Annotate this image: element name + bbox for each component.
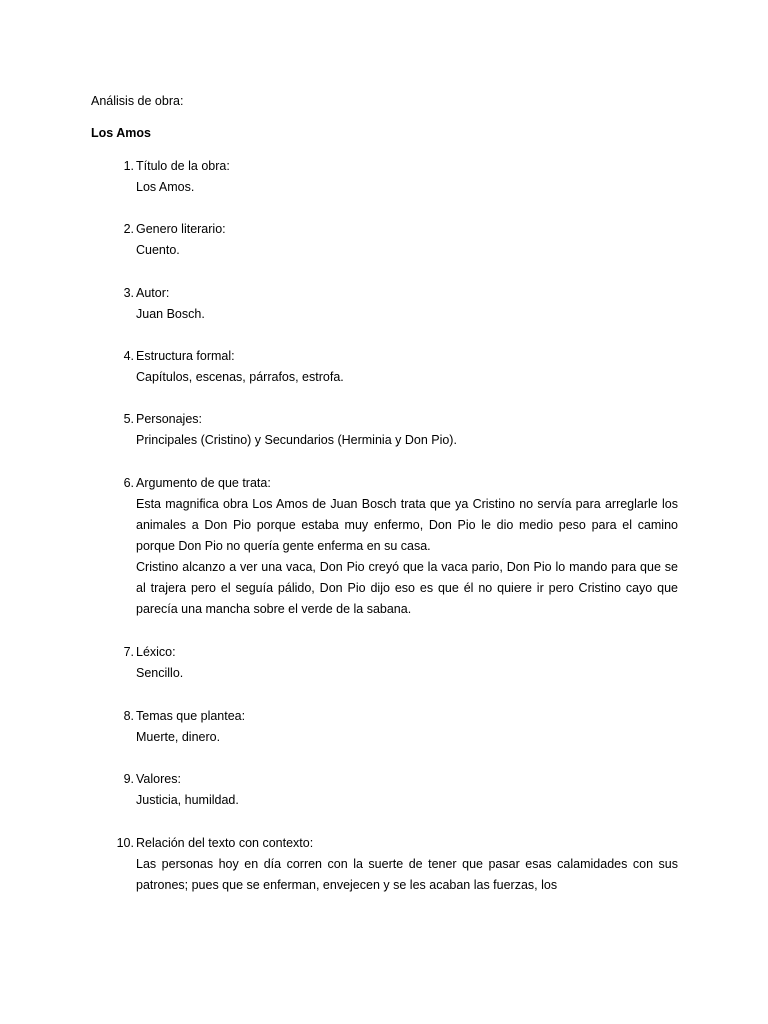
list-item-text: Capítulos, escenas, párrafos, estrofa. [136, 370, 344, 384]
list-item-text: Juan Bosch. [136, 307, 205, 321]
list-item-number: 9. [123, 772, 134, 786]
list-item-label: Argumento de que trata: [136, 476, 271, 490]
document-heading: Análisis de obra: [91, 94, 184, 108]
list-item-text: Los Amos. [136, 180, 195, 194]
list-item-number: 8. [123, 709, 134, 723]
list-item-label: Genero literario: [136, 222, 226, 236]
list-item-number: 4. [123, 349, 134, 363]
list-item-text: Cristino alcanzo a ver una vaca, Don Pio creyó que la vaca pario, Don Pio lo mando para que se al trajera pero el seguía pálido, Don Pio dijo eso es que él no quiere ir pero Cristino cayo que parecía una mancha sobre el verde de la sabana. [136, 560, 678, 616]
list-item-text: Justicia, humildad. [136, 793, 239, 807]
list-item-number: 3. [123, 286, 134, 300]
list-item-label: Autor: [136, 286, 170, 300]
list-item-number: 10. [116, 836, 134, 850]
list-item-number: 1. [123, 159, 134, 173]
list-item-label: Valores: [136, 772, 181, 786]
list-item-label: Título de la obra: [136, 159, 230, 173]
list-item-text: Esta magnifica obra Los Amos de Juan Bosch trata que ya Cristino no servía para arreglarle los animales a Don Pio porque estaba muy enfermo, Don Pio le dio medio peso para el camino porque Don Pio no quería gente enferma en su casa. [136, 497, 678, 553]
list-item-number: 2. [123, 222, 134, 236]
list-item-label: Temas que plantea: [136, 709, 246, 723]
list-item-text: Principales (Cristino) y Secundarios (Herminia y Don Pio). [136, 433, 457, 447]
list-item-text: Las personas hoy en día corren con la suerte de tener que pasar esas calamidades con sus patrones; pues que se enferman, envejecen y se les acaban las fuerzas, los [136, 857, 678, 892]
list-item-number: 6. [123, 476, 134, 490]
list-item-label: Estructura formal: [136, 349, 235, 363]
list-item-number: 7. [123, 645, 134, 659]
list-item-text: Cuento. [136, 243, 180, 257]
list-item-label: Relación del texto con contexto: [136, 836, 314, 850]
list-item-number: 5. [123, 412, 134, 426]
list-item-label: Léxico: [136, 645, 176, 659]
list-item-text: Sencillo. [136, 666, 184, 680]
document-subheading: Los Amos [91, 126, 151, 140]
list-item-label: Personajes: [136, 412, 203, 426]
list-item-text: Muerte, dinero. [136, 730, 221, 744]
